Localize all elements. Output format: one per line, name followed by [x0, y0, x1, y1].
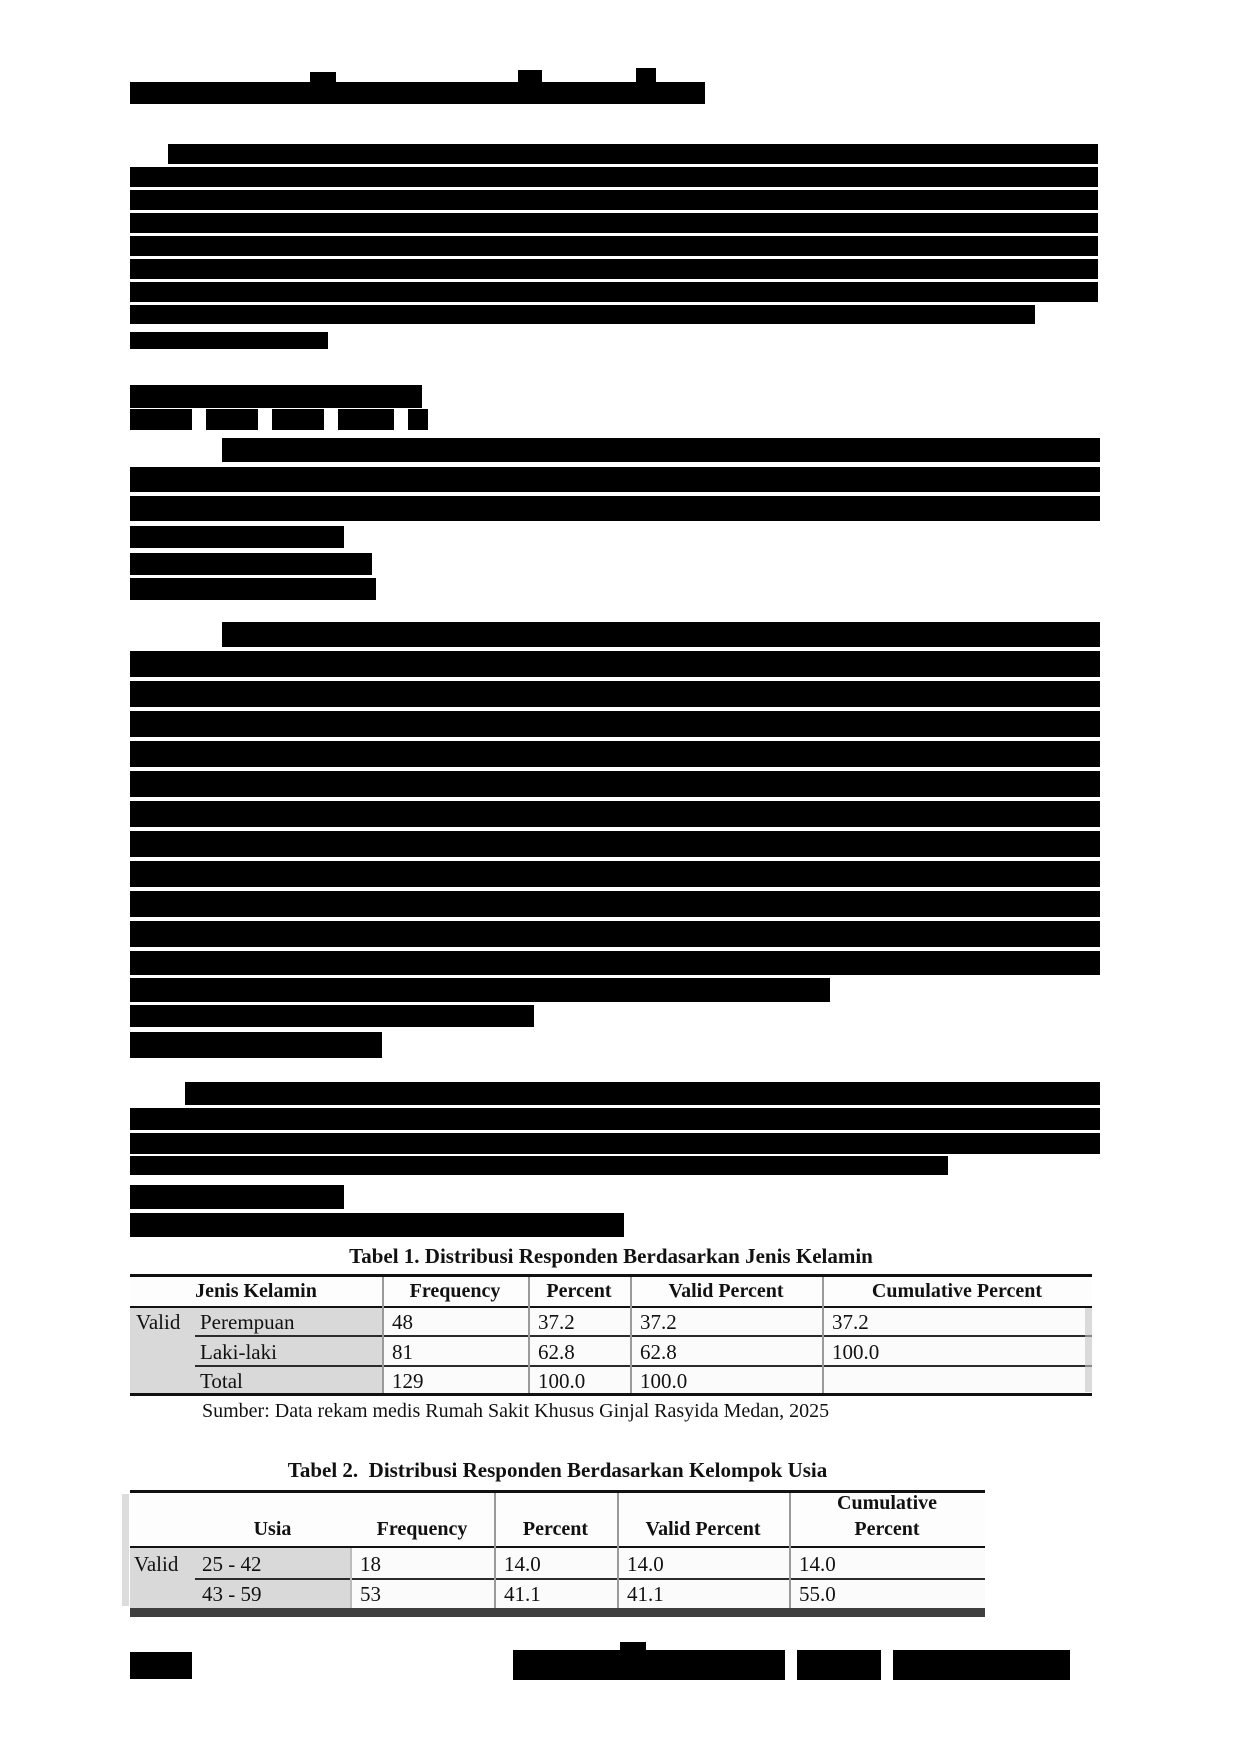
table1-row1-frequency: 81 — [392, 1340, 413, 1364]
table2-header-group: Usia — [253, 1518, 292, 1540]
table2-row1-category: 43 - 59 — [202, 1582, 262, 1606]
table1 — [130, 1274, 1092, 1396]
table1-scan-shadow — [1085, 1308, 1092, 1392]
table2-vline-stub — [350, 1548, 352, 1608]
table1-top-border — [130, 1274, 1092, 1277]
table2-title: Tabel 2. Distribusi Responden Berdasarkan Kelompok Usia — [287, 1458, 828, 1482]
table1-row1-cumulative-percent: 100.0 — [832, 1340, 880, 1364]
table1-row2-valid-percent: 100.0 — [640, 1369, 688, 1393]
table1-header-percent: Percent — [546, 1280, 612, 1302]
table2-row-label: Valid — [134, 1552, 179, 1576]
table2 — [130, 1490, 985, 1617]
table1-header-group: Jenis Kelamin — [195, 1280, 317, 1302]
table2-vline-1 — [494, 1493, 496, 1608]
table1-row-rule-1 — [195, 1335, 1092, 1337]
table2-bottom-cutoff-bar — [130, 1608, 985, 1617]
table2-row0-percent: 14.0 — [504, 1552, 541, 1576]
table2-header-valid-percent: Valid Percent — [645, 1518, 761, 1540]
table2-row0-frequency: 18 — [360, 1552, 381, 1576]
table1-row0-percent: 37.2 — [538, 1310, 575, 1334]
redacted-journal-line-1 — [513, 1650, 785, 1680]
table2-vline-2 — [617, 1493, 619, 1608]
table1-bottom-border — [130, 1393, 1092, 1396]
table1-row0-cumulative-percent: 37.2 — [832, 1310, 869, 1334]
table2-row0-valid-percent: 14.0 — [627, 1552, 664, 1576]
redacted-journal-line-2 — [797, 1650, 881, 1680]
table2-row0-cumulative-percent: 14.0 — [799, 1552, 836, 1576]
table1-row0-valid-percent: 37.2 — [640, 1310, 677, 1334]
table2-header-cumulative-line1: Cumulative — [837, 1492, 937, 1514]
table2-header-frequency: Frequency — [376, 1518, 468, 1540]
table1-body-bg — [382, 1306, 1092, 1393]
table2-row1-percent: 41.1 — [504, 1582, 541, 1606]
table2-row0-category: 25 - 42 — [202, 1552, 262, 1576]
table2-row1-cumulative-percent: 55.0 — [799, 1582, 836, 1606]
table1-source-note: Sumber: Data rekam medis Rumah Sakit Khusus Ginjal Rasyida Medan, 2025 — [202, 1400, 830, 1422]
table1-header-frequency: Frequency — [409, 1280, 501, 1302]
table2-header-cumulative-line2: Percent — [854, 1518, 920, 1540]
table2-scan-shadow — [122, 1494, 129, 1606]
table1-row2-category: Total — [200, 1369, 243, 1393]
redacted-journal-ascender — [620, 1642, 646, 1652]
redacted-page-number — [130, 1652, 192, 1679]
table1-row0-frequency: 48 — [392, 1310, 413, 1334]
table1-row1-valid-percent: 62.8 — [640, 1340, 677, 1364]
table2-row1-frequency: 53 — [360, 1582, 381, 1606]
table1-title: Tabel 1. Distribusi Responden Berdasarkan Jenis Kelamin — [349, 1244, 873, 1268]
table1-row2-frequency: 129 — [392, 1369, 424, 1393]
redacted-journal-line-3 — [893, 1650, 1070, 1680]
table1-row-rule-2 — [195, 1365, 1092, 1367]
table2-row-rule-1 — [195, 1578, 985, 1580]
table1-header-cumulative-percent: Cumulative Percent — [871, 1280, 1043, 1302]
table2-row1-valid-percent: 41.1 — [627, 1582, 664, 1606]
table1-header-rule — [130, 1306, 1092, 1308]
table1-row1-category: Laki-laki — [200, 1340, 277, 1364]
table1-row0-category: Perempuan — [200, 1310, 295, 1334]
table1-header-valid-percent: Valid Percent — [668, 1280, 784, 1302]
table1-row2-percent: 100.0 — [538, 1369, 586, 1393]
table1-row1-percent: 62.8 — [538, 1340, 575, 1364]
table1-row-label: Valid — [136, 1310, 181, 1334]
table2-header-rule — [130, 1546, 985, 1548]
table2-header-percent: Percent — [522, 1518, 589, 1540]
